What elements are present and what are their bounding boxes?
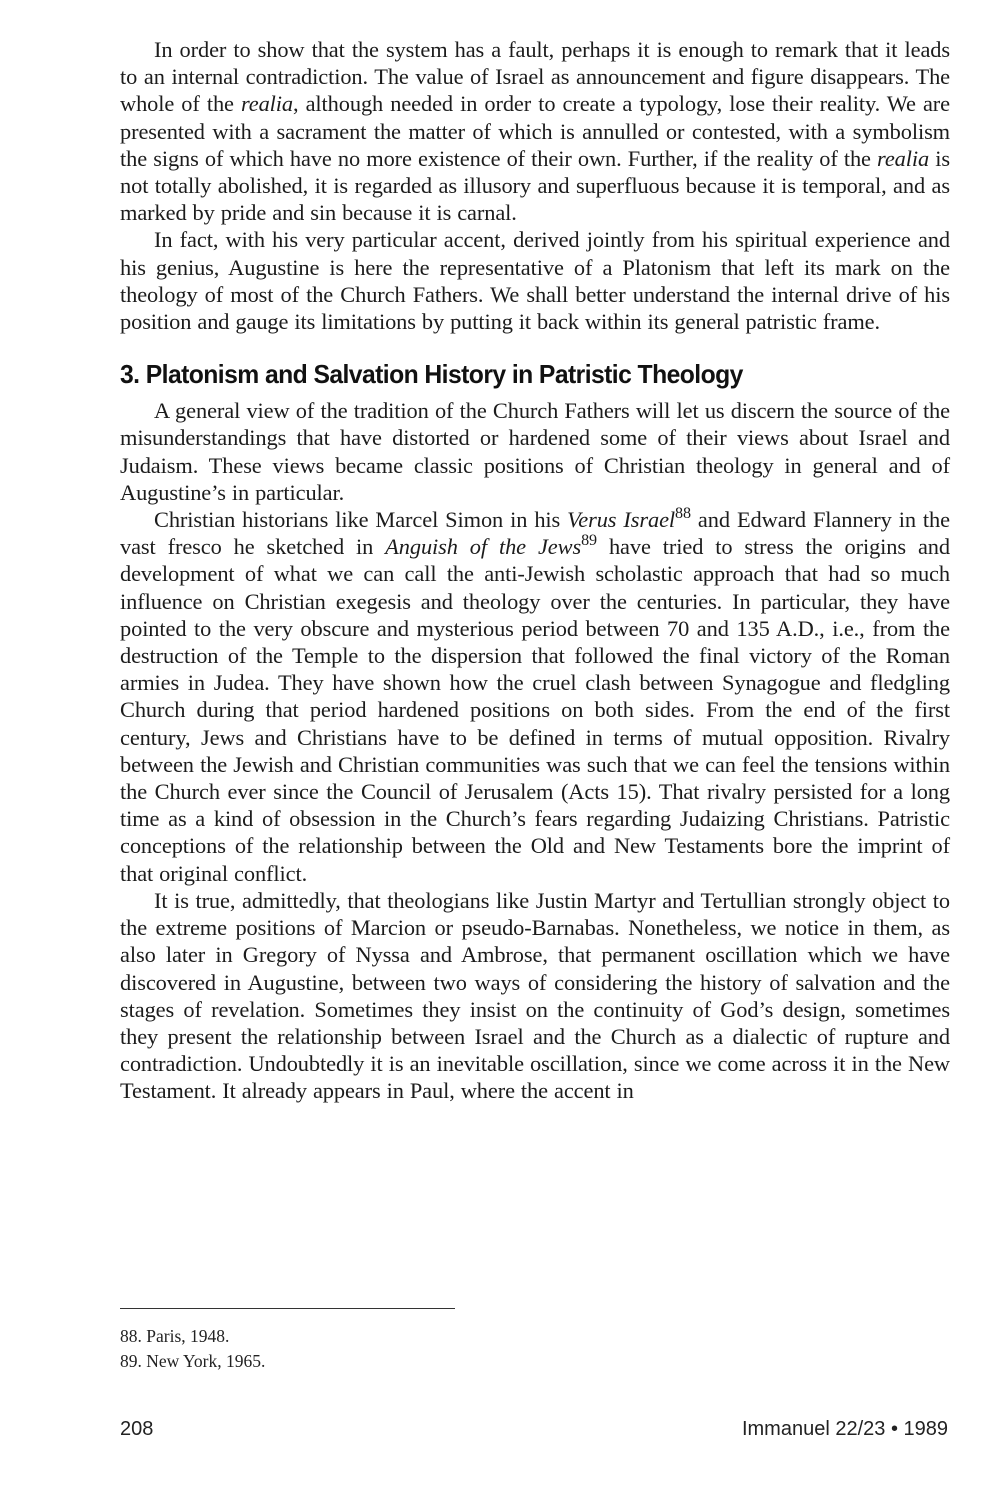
paragraph-5: It is true, admittedly, that theologians like Justin Martyr and Tertullian strongly object to the extreme positions of Marcion or pseudo-Barnabas. Nonetheless, we notice in them, as also later in Gregory of Nyssa and Ambrose, that permanent oscillation which we have discovered in Augustine, between two ways of considering the history of salvation and the stages of revelation. Sometimes they insist on the continuity of God’s design, sometimes they present the relationship between Israel and the Church as a dialectic of rupture and contradiction. Undoubtedly it is an inevitable oscillation, since we come across it in the New Testament. It already appears in Paul, where the accent in — [120, 887, 950, 1104]
paragraph-4 — [120, 506, 950, 887]
paragraph-text: and Edward Flannery in the vast fresco he sketched in — [120, 507, 950, 560]
footnote-ref-89[interactable]: 89 — [581, 532, 598, 550]
section-heading: 3. Platonism and Salvation History in Patristic Theology — [120, 359, 743, 390]
footnote-ref-88[interactable]: 88 — [675, 505, 691, 523]
paragraph-2: In fact, with his very particular accent, derived jointly from his spiritual experience and his genius, Augustine is here the representative of a Platonism that left its mark on the theology of most of the Church Fathers. We shall better understand the internal drive of his position and gauge its limitations by putting it back within its general patristic frame. — [120, 227, 950, 335]
footnote-88: 88. Paris, 1948. — [120, 1326, 230, 1346]
paragraph-text: is not totally abolished, it is regarded as illusory and superfluous because it is temporal, and as marked by pride and sin because it is carnal. — [120, 145, 950, 226]
page-footer — [120, 1418, 948, 1441]
paragraph-3: A general view of the tradition of the Church Fathers will let us discern the source of the misunderstandings that have distorted or hardened some of their views about Israel and Judaism. These views became classic positions of Christian theology in general and of Augustine’s in particular. — [120, 398, 950, 505]
italic-term: realia — [240, 91, 294, 117]
journal-citation: Immanuel 22/23 • 1989 — [741, 1418, 948, 1440]
page-body — [120, 36, 950, 1105]
italic-term: realia — [877, 145, 930, 171]
paragraph-text: have tried to stress the origins and development of what we can call the anti-Jewish scholastic approach that had so much influence on Christian exegesis and theology over the centuries. In particular, they have pointed to the very obscure and mysterious period between 70 and 135 A.D., i.e., from the destruction of the Temple to the dispersion that followed the final victory of the Roman armies in Judea. They have shown how the cruel clash between Synagogue and fledgling Church during that period hardened positions on both sides. From the end of the first century, Jews and Christians have to be defined in terms of mutual opposition. Rivalry between the Jewish and Christian communities was such that we can feel the tensions within the Church ever since the Council of Jerusalem (Acts 15). That rivalry persisted for a long time as a kind of obsession in the Church’s fears regarding Judaizing Christians. Patristic conceptions of the relationship between the Old and New Testaments bore the imprint of that original conflict. — [120, 534, 950, 886]
footnotes — [120, 1324, 265, 1374]
paragraph-text: , although needed in order to create a typology, lose their reality. We are presented with a sacrament the matter of which is annulled or contested, with a symbolism the signs of which have no more existence of their own. Further, if the reality of the — [120, 91, 950, 171]
page-number: 208 — [120, 1418, 154, 1440]
footnote-divider — [120, 1308, 455, 1309]
footnote-89: 89. New York, 1965. — [120, 1351, 266, 1371]
book-title: Anguish of the Jews — [385, 534, 582, 560]
paragraph-text: In order to show that the system has a fault, perhaps it is enough to remark that it leads to an internal contradiction. The value of Israel as announcement and figure disappears. The whole of the — [120, 37, 950, 117]
paragraph-text: Christian historians like Marcel Simon in his — [154, 507, 568, 533]
book-title: Verus Israel — [567, 507, 676, 533]
paragraph-1 — [120, 36, 950, 226]
